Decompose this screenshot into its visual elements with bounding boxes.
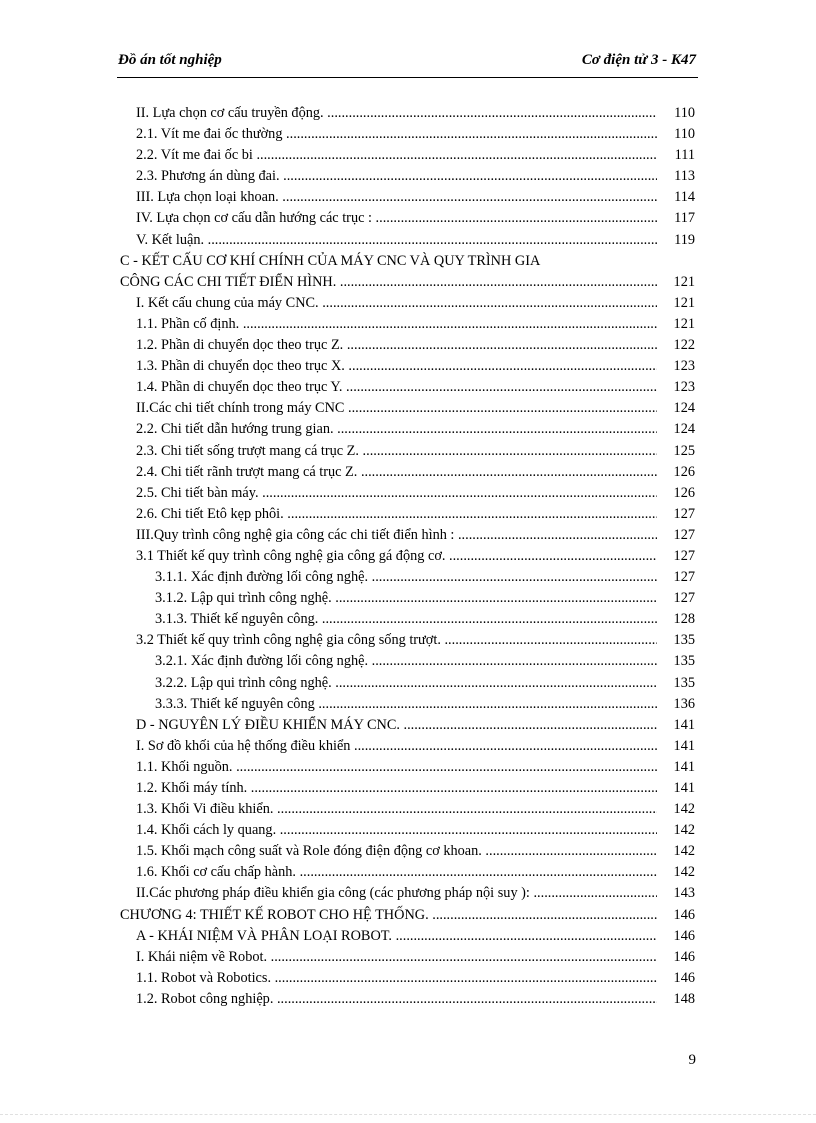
toc-entry-title [120,272,657,293]
toc-entry-page: 122 [673,337,695,354]
toc-entry-page: 126 [673,484,695,501]
toc-entry-page: 126 [673,463,695,480]
toc-entry-text: 3.2.1. Xác định đường lối công nghệ. [155,653,369,670]
toc-entry-text: 1.3. Phần di chuyển dọc theo trục X. [136,358,345,375]
toc-entry-page: 124 [673,400,695,417]
toc-entry-title [155,673,657,694]
toc-entry [0,673,816,694]
toc-entry-text: III.Quy trình công nghệ gia công các chi tiết điển hình : [136,526,455,543]
toc-entry-page: 123 [673,379,695,396]
toc-entry-title [136,926,657,947]
toc-entry-title [136,525,657,546]
toc-entry-text: 1.1. Khối nguồn. [136,758,233,775]
toc-entry [0,251,816,272]
header-title-left: Đồ án tốt nghiệp [118,52,222,68]
toc-entry-text: 1.3. Khối Vi điều khiển. [136,801,274,818]
toc-entry-text: 3.2 Thiết kế quy trình công nghệ gia công sống trượt. [136,632,441,649]
toc-entry-title [136,124,657,145]
toc-entry-text: 2.6. Chi tiết Etô kẹp phôi. [136,505,284,522]
toc-entry-title [155,567,657,588]
toc-entry-page: 135 [673,653,695,670]
toc-entry-page: 146 [673,969,695,986]
toc-entry-page: 146 [673,906,695,923]
toc-entry-title [155,588,657,609]
toc-entry-text: 3.2.2. Lập qui trình công nghệ. [155,674,332,691]
toc-entry-title [136,103,657,124]
toc-entry [0,862,816,883]
toc-entry [0,989,816,1010]
toc-entry-page: 125 [673,442,695,459]
toc-entry-text: 1.5. Khối mạch công suất và Role đóng điện động cơ khoan. [136,843,482,860]
toc-entry-title [136,799,657,820]
toc-entry-text: C - KẾT CẤU CƠ KHÍ CHÍNH CỦA MÁY CNC VÀ QUY TRÌNH GIA [120,252,541,269]
toc-entry-page: 121 [673,294,695,311]
toc-entry-title [136,778,657,799]
toc-entry-title [155,609,657,630]
toc-entry-page: 142 [673,801,695,818]
toc-entry-page: 127 [673,547,695,564]
toc-entry-text: 2.1. Vít me đai ốc thường [136,126,283,143]
toc-entry-text: 3.3.3. Thiết kế nguyên công [155,695,315,712]
toc-entry-page: 117 [674,210,695,227]
page-number: 9 [688,1052,696,1068]
toc-entry-text: I. Sơ đồ khối của hệ thống điều khiển [136,737,351,754]
toc-entry-text: II.Các phương pháp điều khiển gia công (các phương pháp nội suy ): [136,885,530,902]
toc-entry-text: V. Kết luận. [136,231,205,248]
toc-entry-text: I. Khái niệm về Robot. [136,948,268,965]
toc-entry [0,504,816,525]
toc-entry [0,778,816,799]
toc-entry-page: 127 [673,526,695,543]
toc-entry [0,757,816,778]
toc-entry-title [136,145,657,166]
toc-entry-title [136,736,657,757]
toc-entry-page: 124 [673,421,695,438]
toc-entry-title [136,820,657,841]
toc-entry [0,525,816,546]
toc-entry [0,103,816,124]
toc-entry-title [155,651,657,672]
toc-entry-title [136,314,657,335]
toc-entry-title [136,356,657,377]
toc-entry-title [136,419,657,440]
toc-entry-text: 1.4. Khối cách ly quang. [136,822,277,839]
toc-entry [0,483,816,504]
toc-entry-text: A - KHÁI NIỆM VÀ PHÂN LOẠI ROBOT. [136,927,393,944]
toc-entry-text: 1.1. Robot và Robotics. [136,969,272,986]
toc-entry [0,230,816,251]
toc-entry-text: 3.1.1. Xác định đường lối công nghệ. [155,569,369,586]
toc-entry [0,694,816,715]
toc-entry-page: 136 [673,695,695,712]
toc-entry-title [136,377,657,398]
toc-entry-text: 3.1.3. Thiết kế nguyên công. [155,611,319,628]
toc-entry-text: 1.2. Khối máy tính. [136,780,248,796]
header-title-right: Cơ điện tử 3 - K47 [581,52,696,68]
toc-entry [0,630,816,651]
toc-entry-text: 1.2. Robot công nghiệp. [136,990,274,1007]
toc-entry-text: 3.1 Thiết kế quy trình công nghệ gia công gá động cơ. [136,547,446,564]
toc-entry-title [136,989,657,1010]
toc-entry-page: 127 [673,590,695,607]
toc-entry [0,335,816,356]
toc-entry-title [136,335,657,356]
toc-entry-page: 135 [673,632,695,649]
toc-entry-text: CHƯƠNG 4: THIẾT KẾ ROBOT CHO HỆ THỐNG. [120,906,429,923]
toc-entry-page: 121 [673,315,695,332]
toc-entry-title [136,968,657,989]
toc-entry [0,715,816,736]
toc-entry [0,187,816,208]
toc-entry [0,926,816,947]
toc-entry-title [136,504,657,525]
toc-entry-text: 2.4. Chi tiết rãnh trượt mang cá trục Z. [136,463,358,480]
toc-entry-title [136,230,657,251]
toc-entry-page: 142 [673,864,695,881]
toc-entry-title [136,715,657,736]
toc-entry [0,314,816,335]
toc-entry-text: 1.2. Phần di chuyển dọc theo trục Z. [136,337,344,354]
table-of-contents [0,103,816,1010]
toc-entry-page: 123 [673,358,695,375]
toc-entry-text: 2.2. Chi tiết dẫn hướng trung gian. [136,421,334,438]
toc-entry [0,567,816,588]
toc-entry-page: 141 [673,758,695,775]
toc-entry-text: II.Các chi tiết chính trong máy CNC [136,400,345,417]
toc-entry-title [136,187,657,208]
toc-entry [0,398,816,419]
toc-entry-text: 1.6. Khối cơ cấu chấp hành. [136,864,297,881]
toc-entry-page: 143 [673,885,695,902]
toc-entry-text: CÔNG CÁC CHI TIẾT ĐIỂN HÌNH. [120,273,337,290]
toc-entry [0,588,816,609]
toc-entry-title [136,166,657,187]
toc-entry-text: I. Kết cấu chung của máy CNC. [136,294,319,311]
toc-entry-page: 121 [673,273,695,290]
toc-entry [0,419,816,440]
toc-entry-text: 1.4. Phần di chuyển dọc theo trục Y. [136,379,343,396]
toc-entry [0,145,816,166]
toc-entry-title [136,630,657,651]
toc-entry-title [120,251,657,272]
toc-entry-text: 2.3. Chi tiết sống trượt mang cá trục Z. [136,442,359,459]
toc-entry-page: 146 [673,948,695,965]
header-divider [117,77,698,78]
toc-entry-page: 148 [673,990,695,1007]
toc-entry-page: 142 [673,843,695,860]
toc-entry [0,883,816,904]
toc-entry [0,609,816,630]
toc-entry-title [136,546,657,567]
toc-entry [0,208,816,229]
page-bottom-border [0,1114,816,1115]
toc-entry [0,124,816,145]
toc-entry [0,441,816,462]
toc-entry-title [136,462,657,483]
toc-entry-page: 111 [674,147,695,164]
toc-entry-text: 3.1.2. Lập qui trình công nghệ. [155,590,332,607]
toc-entry [0,799,816,820]
toc-entry-page: 113 [674,168,695,185]
toc-entry-title [136,862,657,883]
toc-entry-text: 2.2. Vít me đai ốc bi [136,147,253,164]
toc-entry [0,462,816,483]
toc-entry [0,841,816,862]
toc-entry [0,377,816,398]
toc-entry-page: 142 [673,822,695,839]
toc-entry-page: 127 [673,505,695,522]
toc-entry-page: 110 [674,126,695,143]
toc-entry-title [136,441,657,462]
toc-entry [0,905,816,926]
toc-entry [0,947,816,968]
toc-entry [0,820,816,841]
toc-entry [0,651,816,672]
toc-entry-title [136,293,657,314]
toc-entry-title [136,841,657,862]
toc-entry-title [136,483,657,504]
toc-entry [0,293,816,314]
toc-entry-page: 128 [673,611,695,628]
toc-entry-text: II. Lựa chọn cơ cấu truyền động. [136,105,324,121]
toc-entry-page: 146 [673,927,695,944]
toc-entry-page: 119 [674,231,695,248]
toc-entry [0,166,816,187]
toc-entry-text: IV. Lựa chọn cơ cấu dẫn hướng các trục : [136,210,372,227]
toc-entry-text: D - NGUYÊN LÝ ĐIỀU KHIỂN MÁY CNC. [136,716,400,733]
toc-entry-page: 141 [673,737,695,754]
toc-entry-page: 141 [673,780,695,796]
toc-entry [0,736,816,757]
toc-entry-title [136,398,657,419]
toc-entry-page: 127 [673,569,695,586]
toc-entry-page: 135 [673,674,695,691]
toc-entry-page: 110 [674,105,695,121]
toc-entry-text: 2.3. Phương án dùng đai. [136,168,280,185]
toc-entry-title [136,883,657,904]
toc-entry [0,272,816,293]
toc-entry-page: 141 [673,716,695,733]
toc-entry-title [136,947,657,968]
toc-entry-text: 2.5. Chi tiết bàn máy. [136,484,259,501]
toc-entry-text: 1.1. Phần cố định. [136,315,240,332]
toc-entry-text: III. Lựa chọn loại khoan. [136,189,279,206]
toc-entry-title [155,694,657,715]
toc-entry-page: 114 [674,189,695,206]
toc-entry [0,546,816,567]
toc-entry [0,968,816,989]
toc-entry-title [136,208,657,229]
toc-entry [0,356,816,377]
toc-entry-title [136,757,657,778]
toc-entry-title [120,905,657,926]
